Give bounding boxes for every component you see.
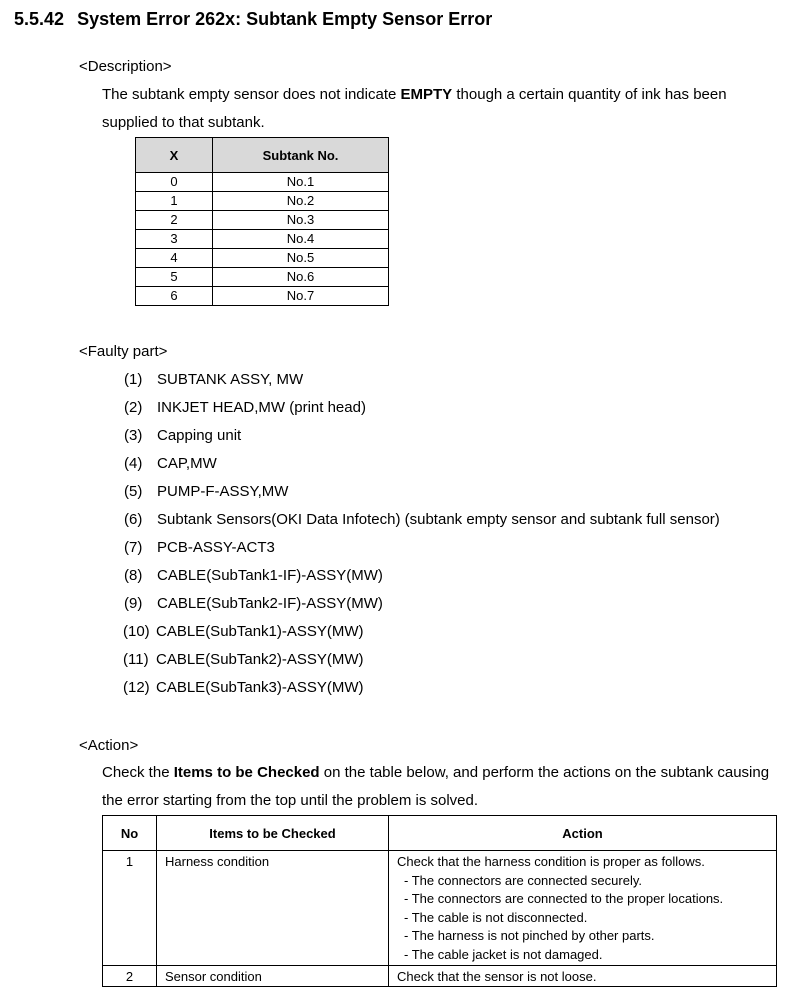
list-item: (11) CABLE(SubTank2)-ASSY(MW) <box>123 651 364 668</box>
table-row: 4 No.5 <box>136 249 389 268</box>
list-item: (5) PUMP-F-ASSY,MW <box>124 483 289 500</box>
table-row: 6 No.7 <box>136 287 389 306</box>
list-item: (12) CABLE(SubTank3)-ASSY(MW) <box>123 679 364 696</box>
faulty-part-list <box>124 366 720 702</box>
list-item: (9) CABLE(SubTank2-IF)-ASSY(MW) <box>124 595 383 612</box>
subtank-table <box>135 137 389 306</box>
section-title: System Error 262x: Subtank Empty Sensor Error <box>77 9 493 29</box>
table-row: 1 Harness condition Check that the harness condition is proper as follows. - The connectors are connected securely. - The connectors are connected to the proper locations. - The cable is not disconnected. - The harness is not pinched by other parts. - The cable jacket is not damaged. <box>103 851 777 966</box>
col-header-items: Items to be Checked <box>157 816 389 851</box>
list-item: (3) Capping unit <box>124 427 242 444</box>
action-label: <Action> <box>79 737 139 754</box>
table-row: 2 Sensor condition Check that the sensor is not loose. <box>103 965 777 987</box>
list-item: (10) CABLE(SubTank1)-ASSY(MW) <box>123 623 364 640</box>
col-header-action: Action <box>389 816 777 851</box>
list-item: (4) CAP,MW <box>124 455 217 472</box>
col-header-no: No <box>103 816 157 851</box>
table-row: 5 No.6 <box>136 268 389 287</box>
col-header-subtank: Subtank No. <box>213 138 389 173</box>
list-item: (6) Subtank Sensors(OKI Data Infotech) (subtank empty sensor and subtank full sensor) <box>124 511 720 528</box>
table-row: 0 No.1 <box>136 173 389 192</box>
list-item: (1) SUBTANK ASSY, MW <box>124 371 304 388</box>
description-label: <Description> <box>79 58 172 75</box>
table-row: 3 No.4 <box>136 230 389 249</box>
col-header-x: X <box>136 138 213 173</box>
section-number: 5.5.42 <box>14 9 65 29</box>
list-item: (7) PCB-ASSY-ACT3 <box>124 539 275 556</box>
list-item: (2) INKJET HEAD,MW (print head) <box>124 399 366 416</box>
description-text: The subtank empty sensor does not indicate EMPTY though a certain quantity of ink has been supplied to that subtank. <box>102 86 727 131</box>
section-heading <box>14 9 492 30</box>
action-text: Check the Items to be Checked on the table below, and perform the actions on the subtank causing the error starting from the top until the problem is solved. <box>102 764 770 809</box>
action-table <box>102 815 777 987</box>
table-row: 1 No.2 <box>136 192 389 211</box>
faulty-part-label: <Faulty part> <box>79 343 168 360</box>
table-row: 2 No.3 <box>136 211 389 230</box>
list-item: (8) CABLE(SubTank1-IF)-ASSY(MW) <box>124 567 383 584</box>
